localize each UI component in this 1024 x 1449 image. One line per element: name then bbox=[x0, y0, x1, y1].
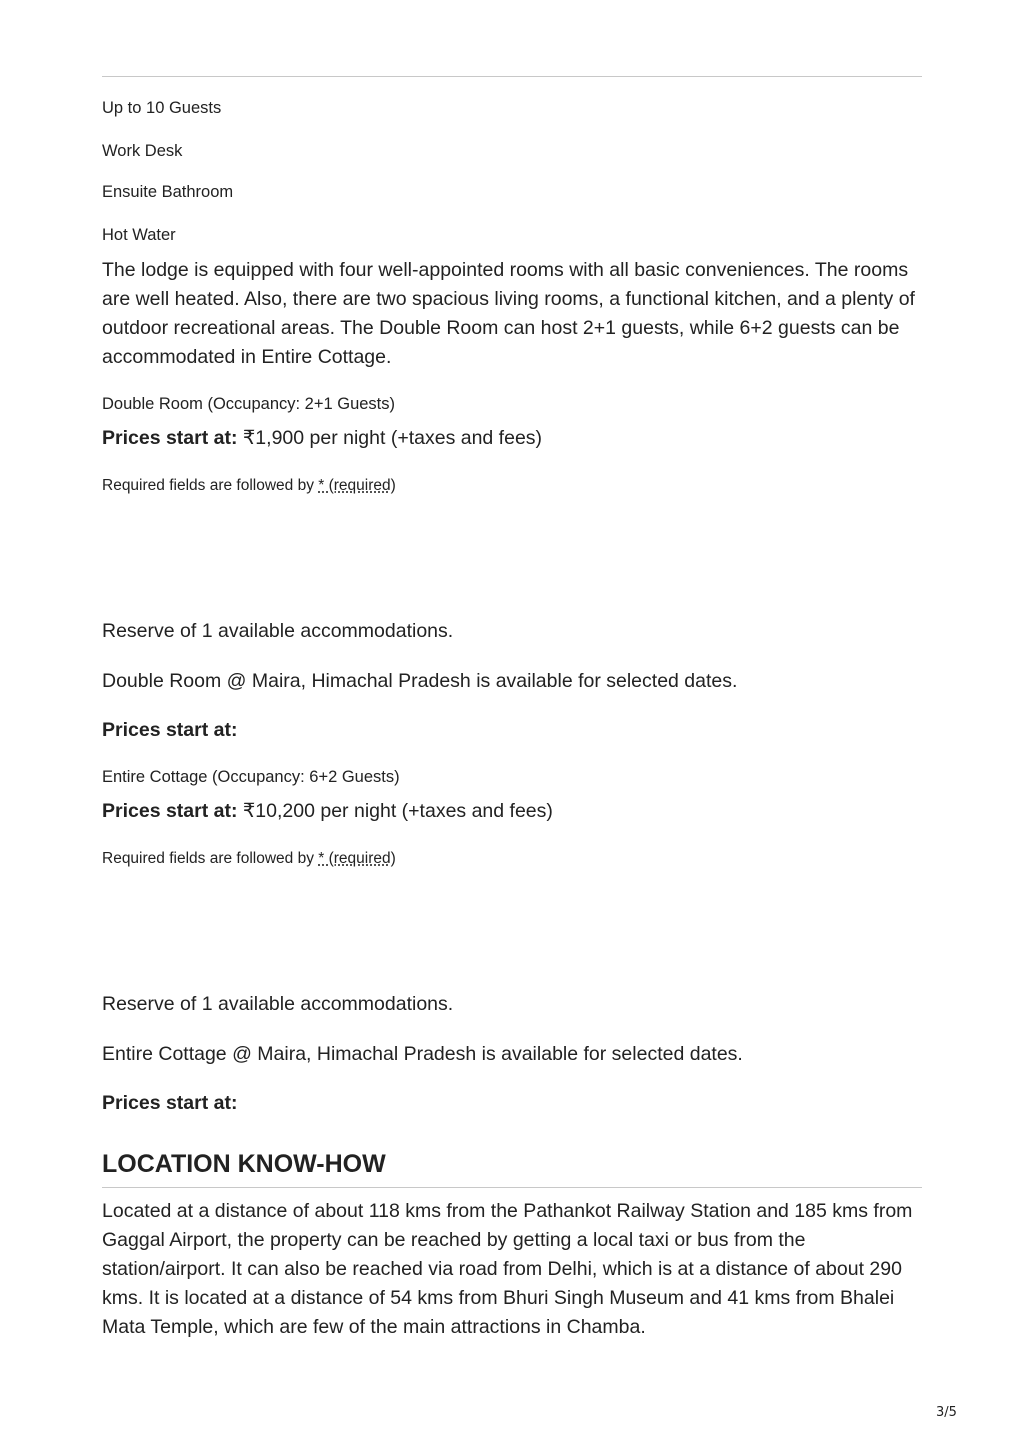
availability-text-double: Double Room @ Maira, Himachal Pradesh is available for selected dates. bbox=[102, 670, 738, 692]
reserve-text-cottage: Reserve of 1 available accommodations. bbox=[102, 993, 454, 1015]
required-link[interactable]: * (required) bbox=[318, 477, 396, 494]
price-label: Prices start at: bbox=[102, 800, 238, 822]
prices-start-label-double: Prices start at: bbox=[102, 719, 238, 741]
price-label: Prices start at: bbox=[102, 427, 238, 449]
prices-start-label-cottage: Prices start at: bbox=[102, 1092, 238, 1114]
amenity-guests: Up to 10 Guests bbox=[102, 99, 222, 117]
page-number: 3/5 bbox=[936, 1405, 957, 1420]
room-title-double: Double Room (Occupancy: 2+1 Guests) bbox=[102, 395, 396, 413]
reserve-text-double: Reserve of 1 available accommodations. bbox=[102, 620, 454, 642]
price-value: ₹1,900 per night (+taxes and fees) bbox=[237, 427, 543, 449]
room-price-double bbox=[102, 426, 542, 450]
amenity-work-desk: Work Desk bbox=[102, 142, 183, 160]
location-text: Located at a distance of about 118 kms from the Pathankot Railway Station and 185 kms from Gaggal Airport, the property can be reached by getting a local taxi or bus from the station/airport. It can also be reached via road from Delhi, which is at a distance of about 290 kms. It is located at a distance of 54 kms from Bhuri Singh Museum and 41 kms from Bhalei Mata Temple, which are few of the main attractions in Chamba. bbox=[102, 1200, 913, 1338]
lodge-description: The lodge is equipped with four well-appointed rooms with all basic conveniences. The rooms are well heated. Also, there are two spacious living rooms, a functional kitchen, and a plenty of outdoor recreational areas. The Double Room can host 2+1 guests, while 6+2 guests can be accommodated in Entire Cottage. bbox=[102, 259, 915, 368]
location-divider bbox=[102, 1187, 922, 1188]
amenity-hot-water: Hot Water bbox=[102, 226, 176, 244]
required-text: Required fields are followed by bbox=[102, 477, 319, 494]
room-price-cottage bbox=[102, 799, 553, 823]
required-note-double bbox=[102, 476, 396, 496]
amenity-ensuite-bathroom: Ensuite Bathroom bbox=[102, 183, 234, 201]
availability-text-cottage: Entire Cottage @ Maira, Himachal Pradesh is available for selected dates. bbox=[102, 1043, 743, 1065]
top-divider bbox=[102, 76, 922, 77]
required-note-cottage bbox=[102, 849, 396, 869]
room-title-cottage: Entire Cottage (Occupancy: 6+2 Guests) bbox=[102, 768, 400, 786]
required-text: Required fields are followed by bbox=[102, 850, 319, 867]
required-link[interactable]: * (required) bbox=[318, 850, 396, 867]
price-value: ₹10,200 per night (+taxes and fees) bbox=[237, 800, 553, 822]
location-heading: LOCATION KNOW-HOW bbox=[102, 1150, 386, 1178]
